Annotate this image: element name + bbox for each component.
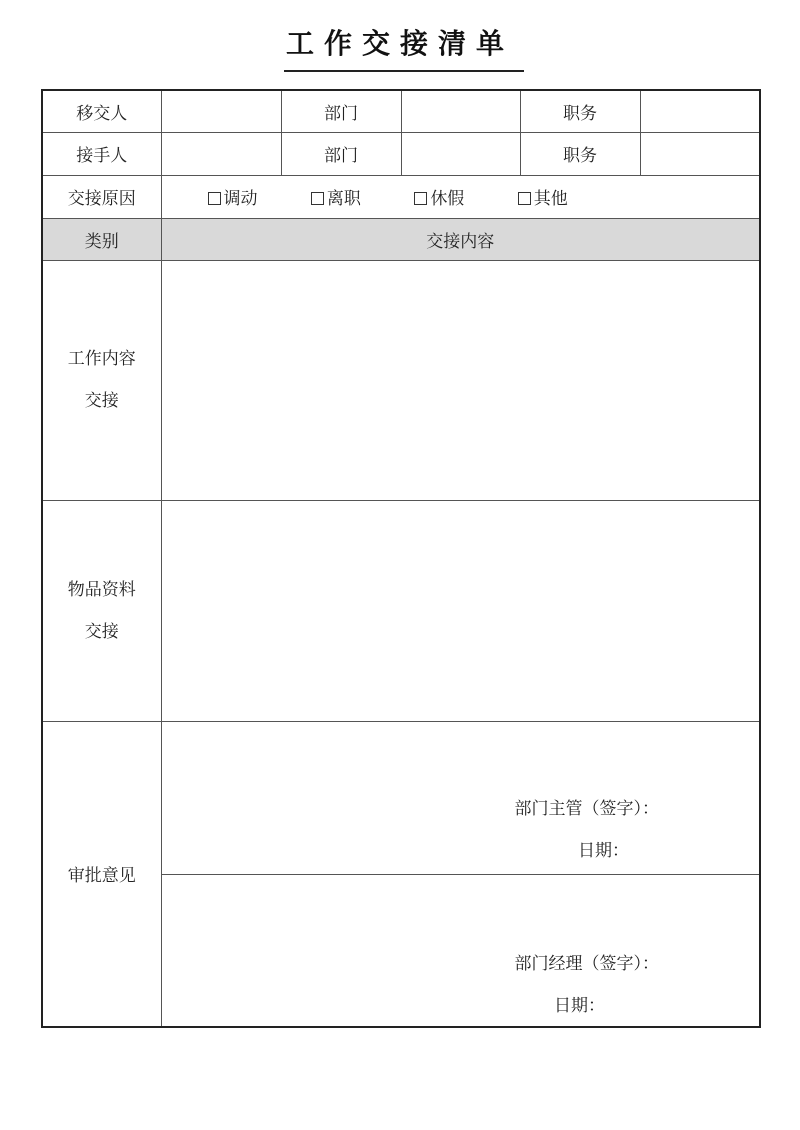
receiver-position-field[interactable]: [640, 132, 760, 175]
supervisor-signature-block: [515, 788, 660, 872]
receiver-label: 接手人: [42, 132, 161, 175]
reason-row: [42, 175, 760, 218]
transferor-dept-label: 部门: [281, 90, 401, 132]
transferor-name-field[interactable]: [161, 90, 281, 132]
transferor-position-label: 职务: [520, 90, 640, 132]
supervisor-sign-label: 部门主管（签字）：: [514, 798, 659, 819]
transferor-row: [42, 90, 760, 132]
reason-label: 交接原因: [42, 175, 161, 218]
title-underline: [284, 70, 524, 72]
receiver-dept-label: 部门: [281, 132, 401, 175]
content-header: 交接内容: [161, 218, 760, 260]
work-handover-label: 工作内容 交接: [42, 260, 161, 500]
transferor-dept-field[interactable]: [401, 90, 520, 132]
manager-approval-field[interactable]: [161, 874, 760, 1027]
section-header-row: [42, 218, 760, 260]
reason-option-transfer[interactable]: 调动: [208, 184, 258, 209]
receiver-name-field[interactable]: [161, 132, 281, 175]
items-handover-content-field[interactable]: [161, 500, 760, 721]
manager-signature-block: [515, 943, 660, 1027]
checkbox-icon[interactable]: [518, 192, 531, 205]
work-handover-row: [42, 260, 760, 500]
page-title: 工作交接清单: [285, 27, 514, 60]
supervisor-approval-field[interactable]: [161, 721, 760, 874]
approval-supervisor-row: [42, 721, 760, 874]
receiver-position-label: 职务: [520, 132, 640, 175]
checkbox-icon[interactable]: [208, 192, 221, 205]
receiver-dept-field[interactable]: [401, 132, 520, 175]
handover-form: [41, 89, 761, 1028]
checkbox-icon[interactable]: [414, 192, 427, 205]
transferor-label: 移交人: [42, 90, 161, 132]
receiver-row: [42, 132, 760, 175]
manager-sign-label: 部门经理（签字）：: [514, 953, 659, 974]
reason-option-resign[interactable]: 离职: [311, 184, 361, 209]
reason-options: [161, 175, 760, 218]
transferor-position-field[interactable]: [640, 90, 760, 132]
approval-label: 审批意见: [42, 721, 161, 1027]
supervisor-date-label: 日期：: [578, 840, 629, 861]
work-handover-content-field[interactable]: [161, 260, 760, 500]
category-header: 类别: [42, 218, 161, 260]
checkbox-icon[interactable]: [311, 192, 324, 205]
reason-option-other[interactable]: 其他: [518, 184, 568, 209]
manager-date-label: 日期：: [554, 995, 605, 1016]
reason-option-leave[interactable]: 休假: [414, 184, 464, 209]
items-handover-label: 物品资料 交接: [42, 500, 161, 721]
items-handover-row: [42, 500, 760, 721]
